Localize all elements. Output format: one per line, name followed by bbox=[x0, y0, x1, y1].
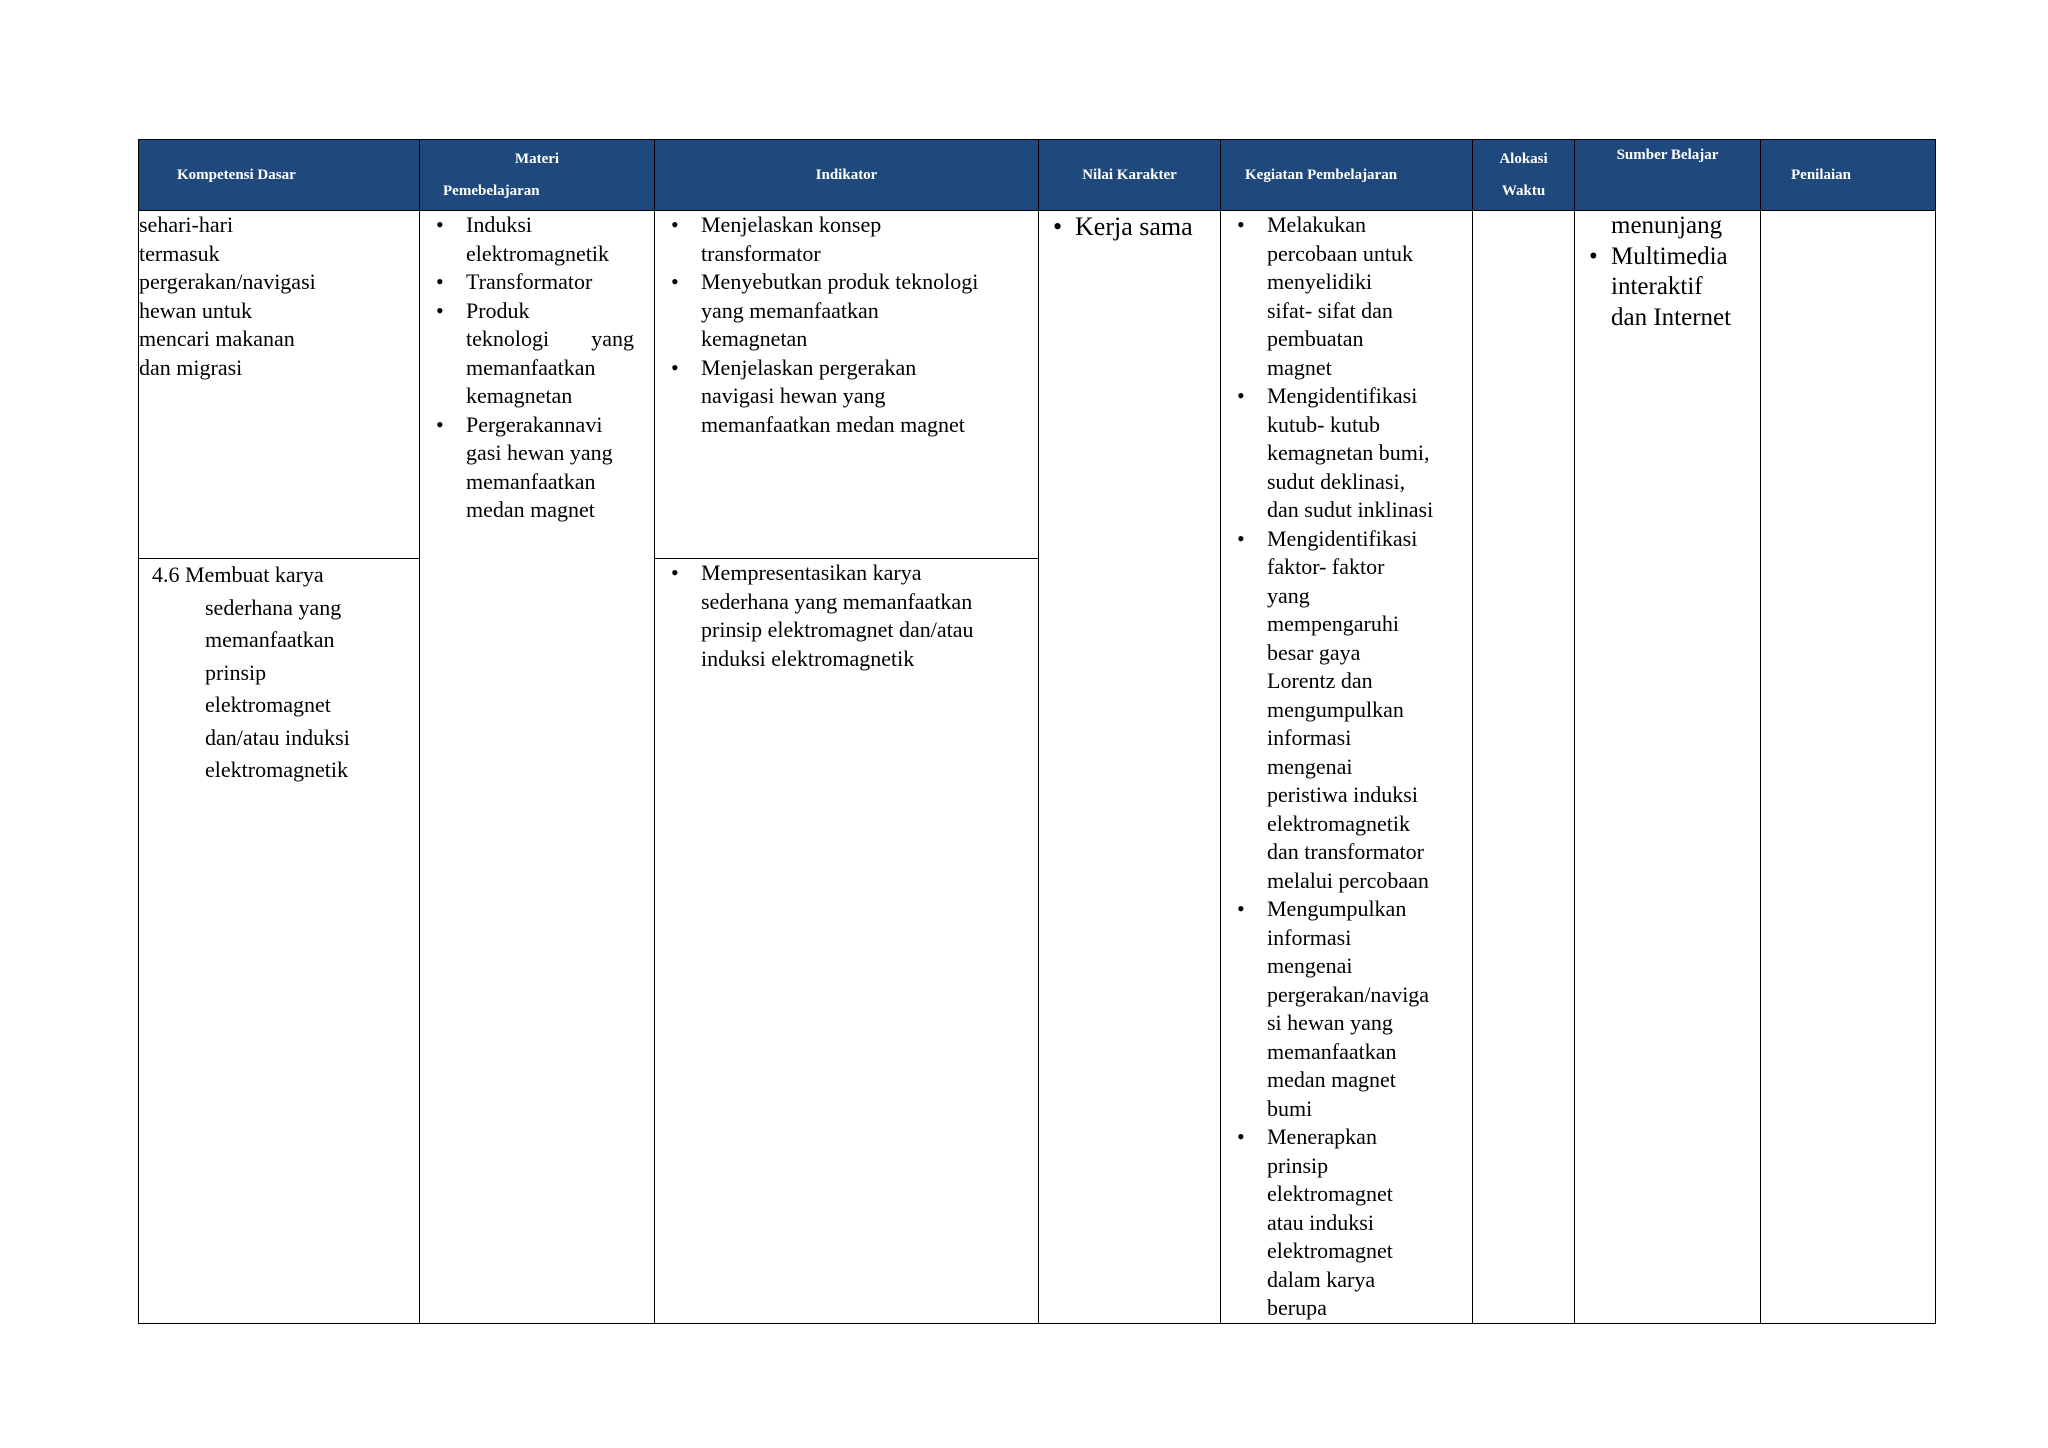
header-materi-line2: Pemebelajaran bbox=[443, 183, 540, 199]
kd1-line: termasuk bbox=[139, 240, 220, 266]
kd1-line: sehari-hari bbox=[139, 212, 234, 237]
sumber-item: • Multimedia interaktif dan Internet bbox=[1575, 242, 1760, 334]
kegiatan-item: • Mengumpulkan informasi mengenai pergerakan/naviga si hewan yang memanfaatkan medan magnet bumi bbox=[1221, 895, 1472, 1123]
header-sumber-belajar: Sumber Belajar bbox=[1575, 140, 1761, 211]
header-kegiatan: Kegiatan Pembelajaran bbox=[1221, 140, 1473, 211]
materi-item: • Produk teknologi yang memanfaatkan kemagnetan bbox=[420, 297, 654, 411]
header-row bbox=[139, 140, 1936, 211]
kegiatan-item: • Menerapkan prinsip elektromagnet atau induksi elektromagnet dalam karya berupa bbox=[1221, 1123, 1472, 1323]
indikator-item: • Menjelaskan konsep transformator bbox=[655, 211, 1038, 268]
materi-item: • Transformator bbox=[420, 268, 654, 297]
syllabus-table bbox=[138, 139, 1936, 1324]
kd2-first-line: 4.6 Membuat karya bbox=[152, 562, 324, 587]
kd1-line: pergerakan/navigasi bbox=[139, 269, 316, 294]
materi-cell bbox=[420, 211, 655, 1324]
sumber-belajar-cell bbox=[1575, 211, 1761, 1324]
kd1-line: dan migrasi bbox=[139, 354, 243, 380]
kompetensi-dasar-cell-2 bbox=[139, 559, 420, 1324]
alokasi-waktu-cell bbox=[1473, 211, 1575, 1324]
header-materi-line1: Materi bbox=[514, 151, 560, 167]
kd1-line: mencari makanan bbox=[139, 326, 295, 351]
kegiatan-item: • Mengidentifikasi faktor- faktor yang mempengaruhi besar gaya Lorentz dan mengumpulkan informasi mengenai peristiwa induksi elektromagnetik dan transformator melalui percobaan bbox=[1221, 525, 1472, 896]
sumber-continuation: menunjang bbox=[1611, 212, 1723, 239]
header-materi bbox=[420, 140, 655, 211]
indikator-item: • Menyebutkan produk teknologi yang memanfaatkan kemagnetan bbox=[655, 268, 1038, 354]
header-kompetensi-dasar: Kompetensi Dasar bbox=[139, 140, 420, 211]
kegiatan-item: • Melakukan percobaan untuk menyelidiki sifat- sifat dan pembuatan magnet bbox=[1221, 211, 1472, 382]
kd2-rest: sederhana yang memanfaatkan prinsip elektromagnet dan/atau induksi elektromagnetik bbox=[205, 594, 350, 782]
indikator-cell-2 bbox=[655, 559, 1039, 1324]
header-alokasi bbox=[1473, 140, 1575, 211]
kegiatan-cell bbox=[1221, 211, 1473, 1324]
penilaian-cell bbox=[1761, 211, 1936, 1324]
nilai-karakter-item: • Kerja sama bbox=[1039, 211, 1220, 243]
materi-item: • Pergerakannavi gasi hewan yang memanfaatkan medan magnet bbox=[420, 411, 654, 525]
indikator-item: • Menjelaskan pergerakan navigasi hewan yang memanfaatkan medan magnet bbox=[655, 354, 1038, 440]
header-nilai-karakter: Nilai Karakter bbox=[1039, 140, 1221, 211]
indikator-item: • Mempresentasikan karya sederhana yang memanfaatkan prinsip elektromagnet dan/atau induksi elektromagnetik bbox=[655, 559, 1038, 673]
nilai-karakter-cell bbox=[1039, 211, 1221, 1324]
indikator-cell-1 bbox=[655, 211, 1039, 559]
kegiatan-item: • Mengidentifikasi kutub- kutub kemagnetan bumi, sudut deklinasi, dan sudut inklinasi bbox=[1221, 382, 1472, 525]
header-penilaian: Penilaian bbox=[1761, 140, 1936, 211]
kompetensi-dasar-cell-1 bbox=[139, 211, 420, 559]
header-indikator: Indikator bbox=[655, 140, 1039, 211]
header-alokasi-line1: Alokasi bbox=[1499, 151, 1548, 167]
header-alokasi-line2: Waktu bbox=[1501, 183, 1546, 199]
kd1-line: hewan untuk bbox=[139, 297, 253, 323]
table-row bbox=[139, 211, 1936, 559]
materi-item: • Induksi elektromagnetik bbox=[420, 211, 654, 268]
